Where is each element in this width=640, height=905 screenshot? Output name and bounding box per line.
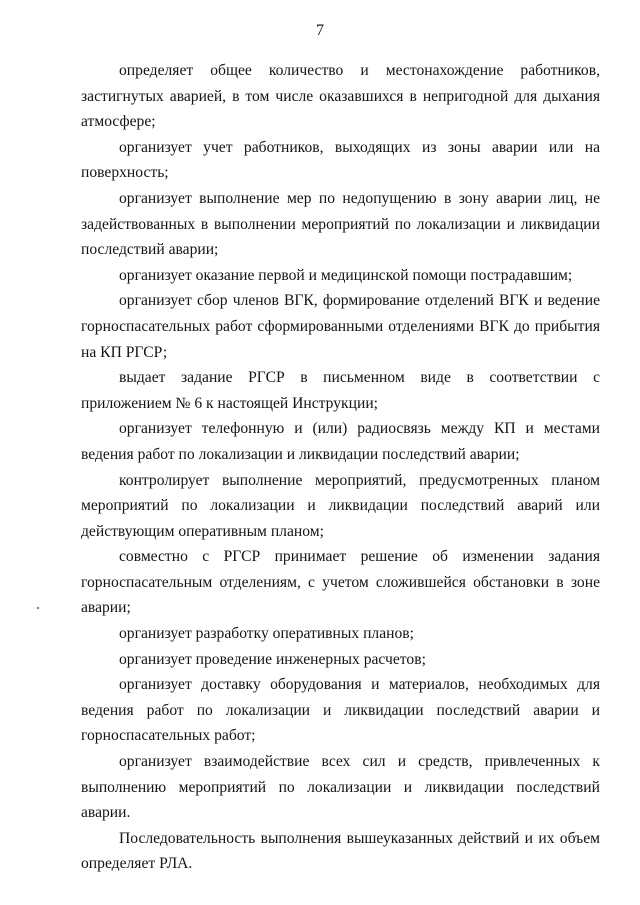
paragraph-6: выдает задание РГСР в письменном виде в соответствии с приложением № 6 к настоящей Инструкции;	[81, 369, 600, 412]
paragraph-1: определяет общее количество и местонахождение работников, застигнутых аварией, в том числе оказавшихся в непригодной для дыхания атмосфере;	[81, 62, 600, 131]
paragraph-4: организует оказание первой и медицинской помощи пострадавшим;	[119, 266, 573, 284]
scan-speck	[37, 607, 39, 609]
page-number: 7	[316, 22, 324, 39]
paragraph-7: организует телефонную и (или) радиосвязь между КП и местами ведения работ по локализации и ликвидации последствий аварии;	[81, 420, 600, 463]
paragraph-13: организует взаимодействие всех сил и средств, привлеченных к выполнению мероприятий по локализации и ликвидации последствий аварии.	[81, 753, 600, 822]
paragraph-12: организует доставку оборудования и материалов, необходимых для ведения работ по локализации и ликвидации последствий аварии и горноспасательных работ;	[81, 676, 600, 745]
paragraph-2: организует учет работников, выходящих из зоны аварии или на поверхность;	[81, 138, 600, 182]
paragraph-10: организует разработку оперативных планов;	[119, 625, 414, 643]
paragraph-11: организует проведение инженерных расчетов;	[119, 650, 426, 668]
paragraph-8: контролирует выполнение мероприятий, предусмотренных планом мероприятий по локализации и ликвидации последствий аварий или действующим оперативным планом;	[81, 471, 600, 540]
paragraph-14: Последовательность выполнения вышеуказанных действий и их объем определяет РЛА.	[81, 829, 600, 873]
document-body	[81, 58, 600, 877]
paragraph-9: совместно с РГСР принимает решение об изменении задания горноспасательным отделениям, с учетом сложившейся обстановки в зоне аварии;	[81, 548, 600, 617]
paragraph-3: организует выполнение мер по недопущению в зону аварии лиц, не задействованных в выполнении мероприятий по локализации и ликвидации последствий аварии;	[81, 189, 600, 259]
paragraph-5: организует сбор членов ВГК, формирование отделений ВГК и ведение горноспасательных работ сформированными отделениями ВГК до прибытия на КП РГСР;	[81, 292, 600, 361]
